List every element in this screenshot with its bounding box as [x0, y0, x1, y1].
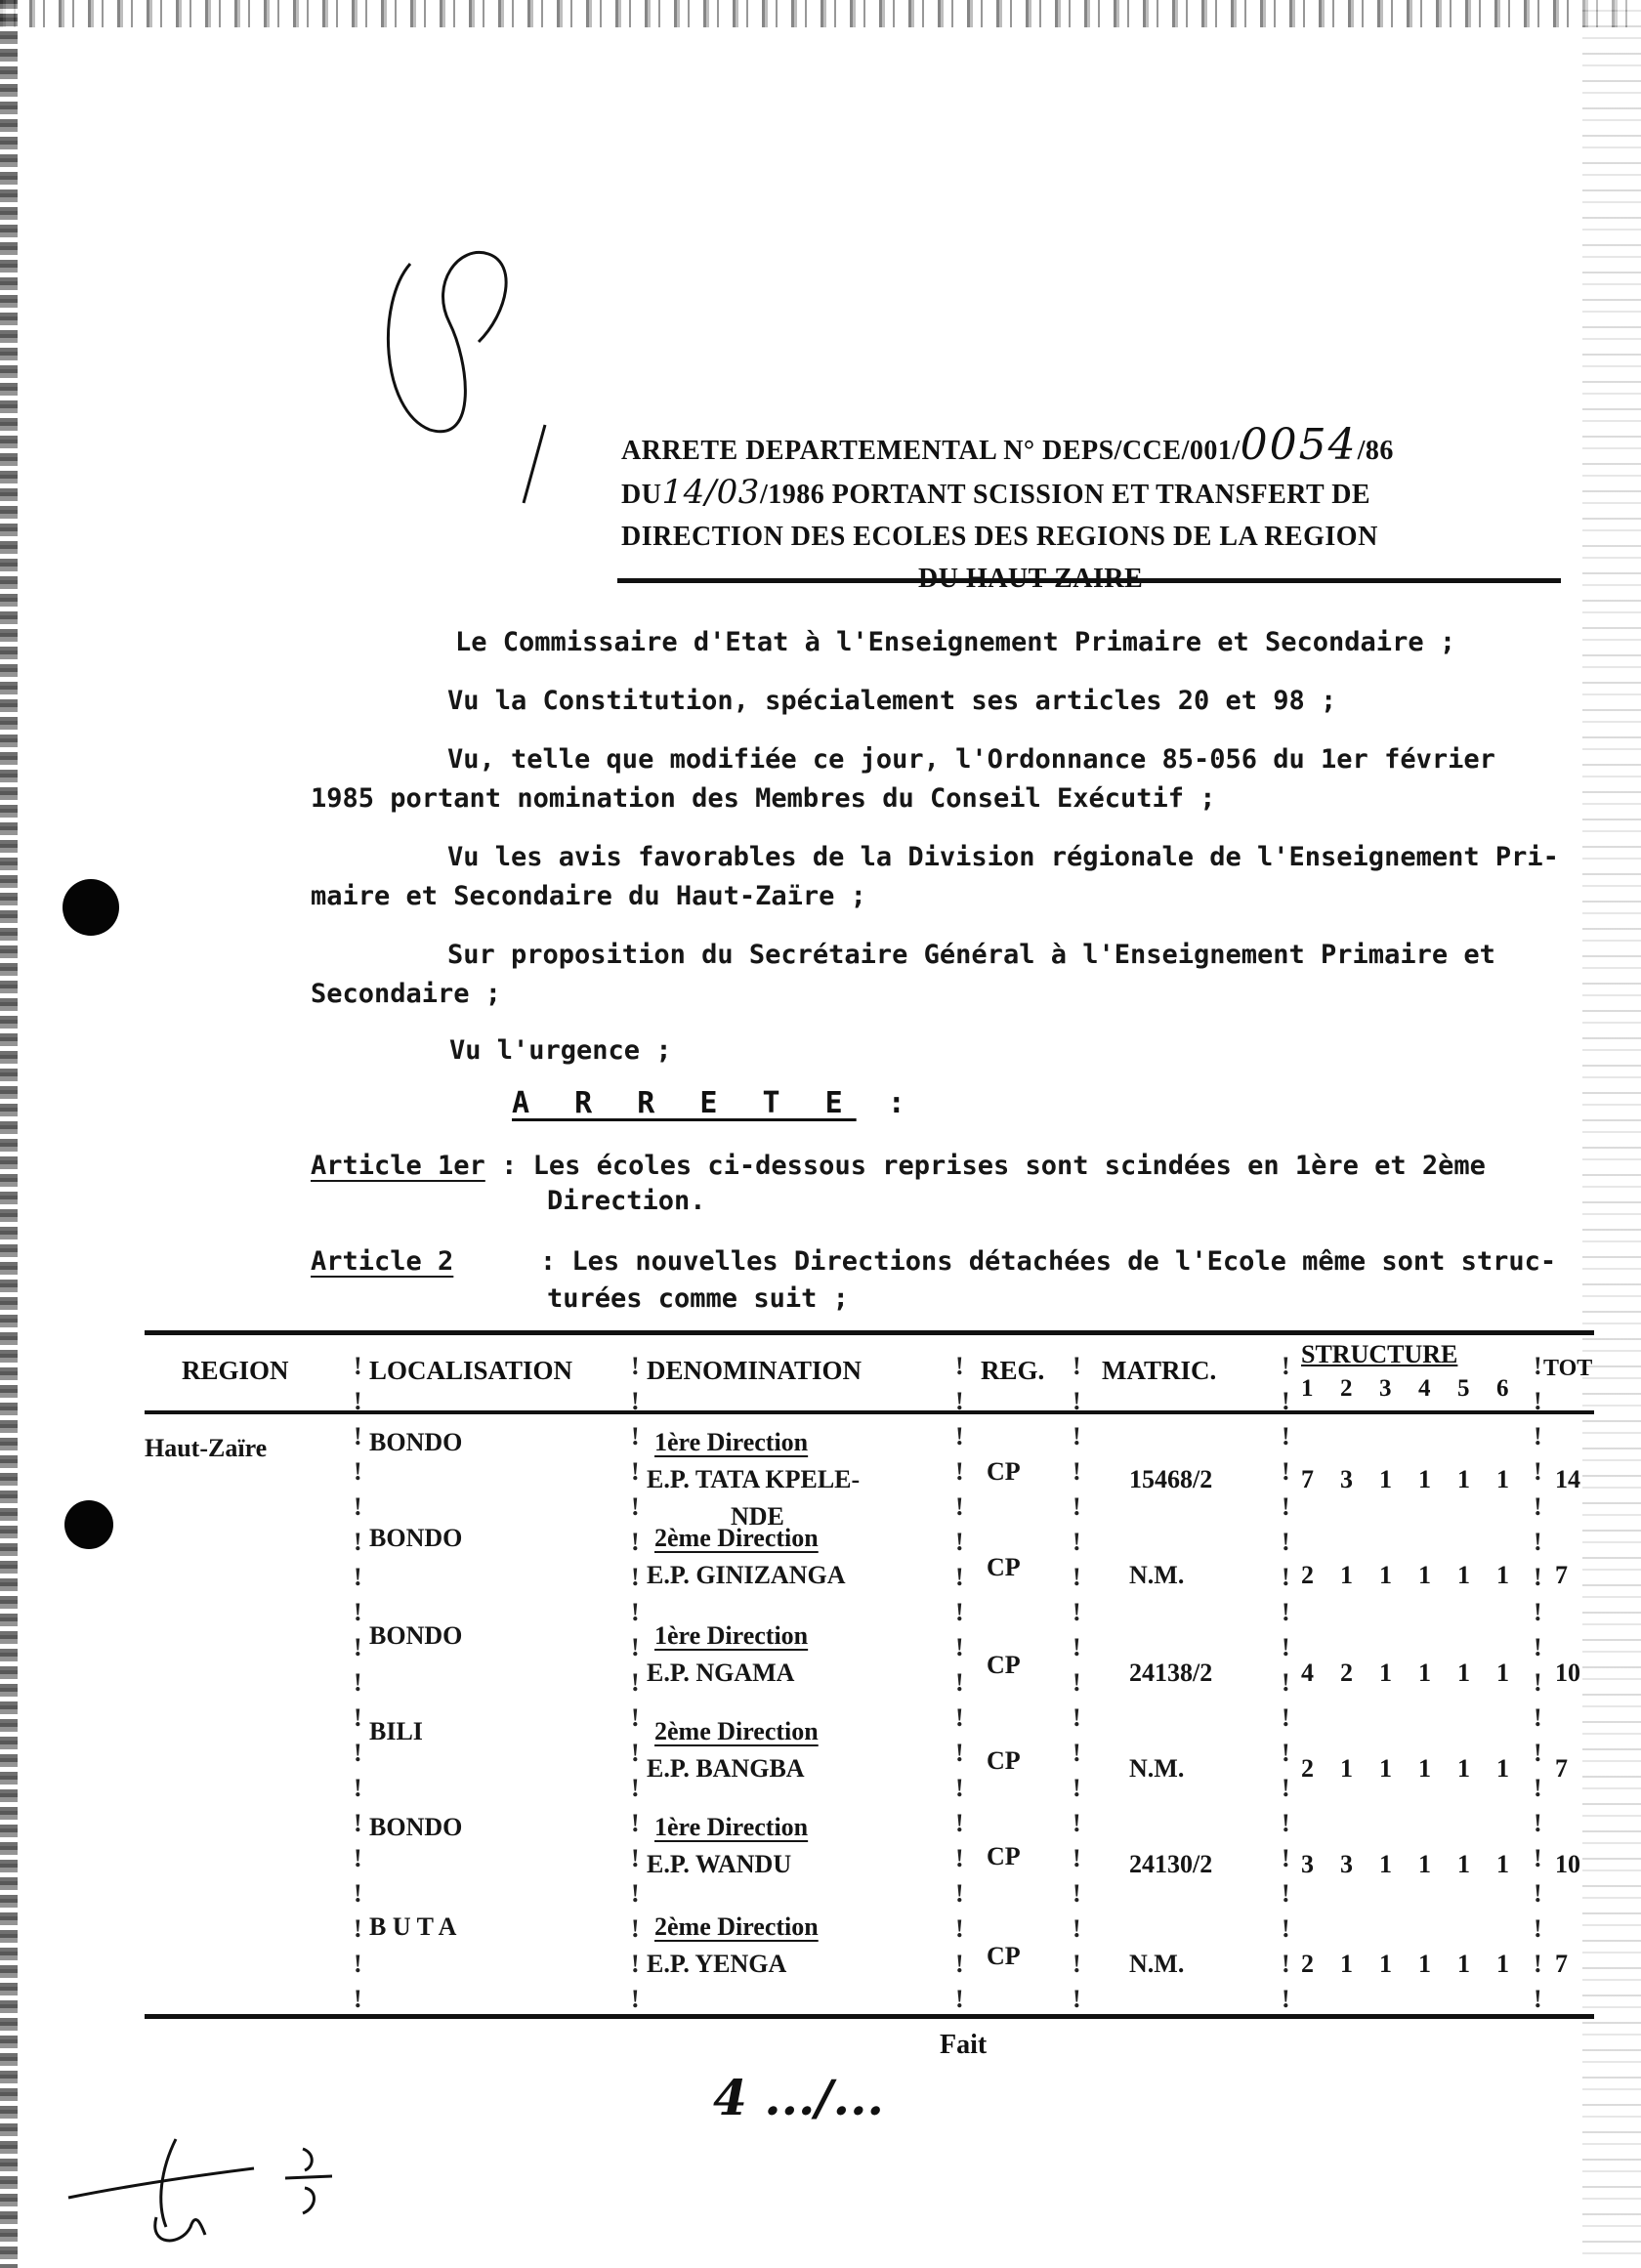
structure-value: 1: [1496, 1465, 1509, 1493]
decree-number-handwritten: 0054: [1240, 420, 1358, 470]
direction-label: 1ère Direction: [654, 1428, 809, 1456]
table-top-rule: [145, 1330, 1594, 1335]
direction-label: 2ème Direction: [654, 1912, 819, 1941]
decree-title-text: /1986 PORTANT SCISSION ET TRANSFERT DE: [759, 480, 1371, 510]
column-separator-mark: !: [1534, 1457, 1542, 1486]
decree-number-prefix: ARRETE DEPARTEMENTAL N° DEPS/CCE/001/: [621, 436, 1241, 466]
scan-border-right: [1582, 0, 1641, 2268]
matric-cell: 24130/2: [1129, 1850, 1213, 1878]
structure-value: 1: [1379, 1659, 1392, 1687]
column-separator-mark: !: [1282, 1879, 1290, 1908]
column-separator-mark: !: [1282, 1844, 1290, 1872]
structure-value: 1: [1418, 1850, 1431, 1878]
preamble-commissaire: Le Commissaire d'Etat à l'Enseignement Primaire et Secondaire ;: [455, 627, 1456, 657]
school-name: E.P. NGAMA: [647, 1659, 795, 1687]
article-2: [311, 1240, 1556, 1283]
decree-date-handwritten: 14/03: [661, 473, 760, 512]
structure-value: 1: [1418, 1465, 1431, 1493]
column-separator-mark: !: [631, 1387, 640, 1415]
column-separator-mark: !: [631, 1985, 640, 2013]
structure-value: 1: [1379, 1561, 1392, 1589]
direction-label: 1ère Direction: [654, 1813, 809, 1841]
column-separator-mark: !: [955, 1739, 964, 1767]
column-separator-mark: !: [1282, 1914, 1290, 1943]
handwritten-initials-mark: [59, 2120, 352, 2256]
structure-value: 1: [1340, 1754, 1353, 1783]
column-separator-mark: !: [1282, 1387, 1290, 1415]
column-separator-mark: !: [955, 1774, 964, 1802]
punch-hole-top: [63, 879, 119, 936]
column-separator-mark: !: [354, 1387, 362, 1415]
column-separator-mark: !: [631, 1598, 640, 1626]
punch-hole-bottom: [64, 1500, 113, 1549]
structure-col-2: 2: [1340, 1375, 1353, 1402]
article-2-text: : Les nouvelles Directions détachées de l'Ecole même sont struc-: [539, 1246, 1557, 1277]
localisation-cell: BONDO: [369, 1524, 463, 1552]
structure-value: 1: [1418, 1659, 1431, 1687]
column-separator-mark: !: [631, 1633, 640, 1661]
column-separator-mark: !: [1534, 1352, 1542, 1380]
column-separator-mark: !: [1534, 1739, 1542, 1767]
structure-value: 2: [1301, 1561, 1314, 1589]
column-separator-mark: !: [1282, 1703, 1290, 1732]
structure-value: 1: [1457, 1659, 1470, 1687]
column-separator-mark: !: [354, 1457, 362, 1486]
school-name: E.P. TATA KPELE-: [647, 1465, 861, 1493]
title-line-3: DIRECTION DES ECOLES DES REGIONS DE LA REGION: [621, 522, 1378, 552]
preamble-avis-line1: Vu les avis favorables de la Division régionale de l'Enseignement Pri-: [447, 842, 1559, 872]
total-cell: 7: [1555, 1754, 1568, 1783]
column-separator-mark: !: [955, 1844, 964, 1872]
column-separator-mark: !: [955, 1668, 964, 1697]
column-separator-mark: !: [354, 1492, 362, 1521]
column-separator-mark: !: [631, 1668, 640, 1697]
column-separator-mark: !: [1282, 1633, 1290, 1661]
column-separator-mark: !: [354, 1563, 362, 1591]
structure-value: 1: [1496, 1950, 1509, 1978]
column-separator-mark: !: [1073, 1703, 1081, 1732]
column-separator-mark: !: [1534, 1774, 1542, 1802]
localisation-cell: BONDO: [369, 1813, 463, 1841]
column-separator-mark: !: [1073, 1563, 1081, 1591]
school-name: E.P. WANDU: [647, 1850, 792, 1878]
matric-cell: N.M.: [1129, 1561, 1185, 1589]
column-separator-mark: !: [1073, 1879, 1081, 1908]
school-name: E.P. BANGBA: [647, 1754, 805, 1783]
preamble-proposition-line1: Sur proposition du Secrétaire Général à l'Enseignement Primaire et: [447, 940, 1495, 970]
structure-value: 1: [1379, 1754, 1392, 1783]
structure-value: 1: [1418, 1561, 1431, 1589]
column-separator-mark: !: [631, 1352, 640, 1380]
localisation-cell: BONDO: [369, 1428, 463, 1456]
column-separator-mark: !: [1534, 1950, 1542, 1978]
column-separator-mark: !: [1534, 1563, 1542, 1591]
column-separator-mark: !: [631, 1844, 640, 1872]
school-name-cont: NDE: [731, 1502, 784, 1531]
column-separator-mark: !: [1282, 1985, 1290, 2013]
school-name: E.P. YENGA: [647, 1950, 787, 1978]
column-separator-mark: !: [1073, 1844, 1081, 1872]
structure-col-6: 6: [1496, 1375, 1509, 1402]
handwritten-loop-mark: [371, 234, 527, 459]
article-1-text: : Les écoles ci-dessous reprises sont scindées en 1ère et 2ème: [501, 1151, 1486, 1181]
column-separator-mark: !: [1073, 1387, 1081, 1415]
column-separator-mark: !: [1282, 1457, 1290, 1486]
column-separator-mark: !: [1073, 1774, 1081, 1802]
column-separator-mark: !: [955, 1528, 964, 1556]
column-separator-mark: !: [955, 1809, 964, 1837]
preamble-constitution: Vu la Constitution, spécialement ses articles 20 et 98 ;: [447, 686, 1337, 716]
matric-cell: 15468/2: [1129, 1465, 1213, 1493]
handwritten-slash-mark: [516, 420, 555, 508]
structure-value: 1: [1457, 1561, 1470, 1589]
article-2-text-cont: turées comme suit ;: [547, 1283, 849, 1314]
structure-value: 1: [1457, 1850, 1470, 1878]
column-separator-mark: !: [354, 1668, 362, 1697]
structure-value: 1: [1379, 1465, 1392, 1493]
preamble-proposition-line2: Secondaire ;: [311, 979, 502, 1009]
scan-border-top: [0, 0, 1641, 27]
article-1: [311, 1145, 1486, 1188]
column-separator-mark: !: [1534, 1633, 1542, 1661]
column-separator-mark: !: [1534, 1985, 1542, 2013]
column-separator-mark: !: [1073, 1809, 1081, 1837]
localisation-cell: B U T A: [369, 1912, 457, 1941]
article-1-label: Article 1er: [311, 1151, 485, 1181]
column-separator-mark: !: [1073, 1352, 1081, 1380]
column-separator-mark: !: [354, 1352, 362, 1380]
structure-value: 1: [1496, 1561, 1509, 1589]
structure-col-4: 4: [1418, 1375, 1431, 1402]
structure-value: 3: [1301, 1850, 1314, 1878]
column-separator-mark: !: [1073, 1950, 1081, 1978]
structure-col-3: 3: [1379, 1375, 1392, 1402]
column-separator-mark: !: [1073, 1633, 1081, 1661]
structure-value: 1: [1379, 1850, 1392, 1878]
column-separator-mark: !: [1073, 1422, 1081, 1450]
column-separator-mark: !: [354, 1774, 362, 1802]
reg-cell: CP: [987, 1942, 1021, 1970]
arrete-heading: [512, 1086, 919, 1120]
column-separator-mark: !: [1534, 1703, 1542, 1732]
preamble-urgence: Vu l'urgence ;: [449, 1035, 672, 1066]
column-separator-mark: !: [955, 1387, 964, 1415]
total-cell: 10: [1555, 1850, 1580, 1878]
total-cell: 7: [1555, 1561, 1568, 1589]
column-header-structure: STRUCTURE: [1301, 1340, 1458, 1368]
column-separator-mark: !: [1282, 1598, 1290, 1626]
column-separator-mark: !: [631, 1950, 640, 1978]
column-separator-mark: !: [1534, 1422, 1542, 1450]
column-separator-mark: !: [955, 1352, 964, 1380]
column-separator-mark: !: [1534, 1879, 1542, 1908]
column-separator-mark: !: [631, 1703, 640, 1732]
column-separator-mark: !: [1534, 1387, 1542, 1415]
column-separator-mark: !: [1534, 1809, 1542, 1837]
column-separator-mark: !: [631, 1774, 640, 1802]
structure-value: 1: [1496, 1850, 1509, 1878]
table-bottom-rule: [145, 2014, 1594, 2019]
total-cell: 7: [1555, 1950, 1568, 1978]
column-separator-mark: !: [354, 1914, 362, 1943]
reg-cell: CP: [987, 1553, 1021, 1581]
structure-value: 2: [1340, 1659, 1353, 1687]
column-separator-mark: !: [1534, 1492, 1542, 1521]
column-header-region: REGION: [182, 1356, 289, 1385]
column-header-localisation: LOCALISATION: [369, 1356, 573, 1385]
column-separator-mark: !: [631, 1914, 640, 1943]
column-separator-mark: !: [1534, 1844, 1542, 1872]
column-separator-mark: !: [1073, 1457, 1081, 1486]
matric-cell: N.M.: [1129, 1950, 1185, 1978]
column-separator-mark: !: [955, 1598, 964, 1626]
column-separator-mark: !: [354, 1950, 362, 1978]
column-separator-mark: !: [354, 1985, 362, 2013]
structure-value: 1: [1340, 1950, 1353, 1978]
column-separator-mark: !: [1073, 1914, 1081, 1943]
total-cell: 14: [1555, 1465, 1580, 1493]
structure-value: 2: [1301, 1950, 1314, 1978]
column-separator-mark: !: [1282, 1422, 1290, 1450]
column-separator-mark: !: [1534, 1668, 1542, 1697]
decree-title: [621, 420, 1559, 600]
structure-value: 1: [1418, 1754, 1431, 1783]
column-separator-mark: !: [631, 1422, 640, 1450]
structure-col-1: 1: [1301, 1375, 1314, 1402]
reg-cell: CP: [987, 1842, 1021, 1870]
matric-cell: N.M.: [1129, 1754, 1185, 1783]
column-header-total: TOT: [1543, 1356, 1593, 1381]
preamble-ordonnance-line1: Vu, telle que modifiée ce jour, l'Ordonnance 85-056 du 1er février: [447, 744, 1495, 775]
column-separator-mark: !: [955, 1703, 964, 1732]
column-separator-mark: !: [955, 1879, 964, 1908]
column-separator-mark: !: [955, 1457, 964, 1486]
page-continuation-marker: 4 .../...: [713, 2069, 884, 2126]
direction-label: 2ème Direction: [654, 1524, 819, 1552]
column-separator-mark: !: [1073, 1492, 1081, 1521]
title-underline: [617, 578, 1561, 583]
column-separator-mark: !: [631, 1739, 640, 1767]
column-separator-mark: !: [354, 1879, 362, 1908]
column-separator-mark: !: [354, 1844, 362, 1872]
total-cell: 10: [1555, 1659, 1580, 1687]
column-separator-mark: !: [1073, 1739, 1081, 1767]
column-separator-mark: !: [1282, 1668, 1290, 1697]
column-separator-mark: !: [631, 1563, 640, 1591]
scan-border-left: [0, 0, 18, 2268]
structure-value: 4: [1301, 1659, 1314, 1687]
structure-value: 1: [1496, 1754, 1509, 1783]
column-header-reg: REG.: [981, 1356, 1045, 1385]
column-separator-mark: !: [354, 1739, 362, 1767]
structure-value: 1: [1457, 1950, 1470, 1978]
column-separator-mark: !: [1073, 1668, 1081, 1697]
reg-cell: CP: [987, 1457, 1021, 1486]
column-separator-mark: !: [1282, 1809, 1290, 1837]
decree-date-prefix: DU: [621, 480, 662, 510]
structure-value: 1: [1340, 1561, 1353, 1589]
title-line-1: [621, 420, 1559, 472]
structure-col-5: 5: [1457, 1375, 1470, 1402]
structure-value: 1: [1379, 1950, 1392, 1978]
column-separator-mark: !: [1534, 1598, 1542, 1626]
column-separator-mark: !: [631, 1528, 640, 1556]
column-separator-mark: !: [1534, 1914, 1542, 1943]
column-separator-mark: !: [955, 1950, 964, 1978]
column-separator-mark: !: [1534, 1528, 1542, 1556]
column-separator-mark: !: [354, 1633, 362, 1661]
arrete-colon: :: [887, 1086, 919, 1120]
column-separator-mark: !: [955, 1422, 964, 1450]
structure-value: 7: [1301, 1465, 1314, 1493]
column-separator-mark: !: [354, 1422, 362, 1450]
localisation-cell: BONDO: [369, 1621, 463, 1650]
column-separator-mark: !: [354, 1528, 362, 1556]
column-separator-mark: !: [955, 1563, 964, 1591]
column-separator-mark: !: [1282, 1563, 1290, 1591]
column-separator-mark: !: [354, 1809, 362, 1837]
region-cell: Haut-Zaïre: [145, 1434, 268, 1462]
continuation-word: Fait: [940, 2030, 988, 2060]
preamble-ordonnance-line2: 1985 portant nomination des Membres du Conseil Exécutif ;: [311, 783, 1216, 814]
preamble-avis-line2: maire et Secondaire du Haut-Zaïre ;: [311, 881, 866, 911]
column-separator-mark: !: [1282, 1739, 1290, 1767]
arrete-word: A R R E T E: [512, 1086, 857, 1120]
structure-value: 3: [1340, 1465, 1353, 1493]
column-separator-mark: !: [1282, 1492, 1290, 1521]
column-header-matric: MATRIC.: [1102, 1356, 1217, 1385]
column-separator-mark: !: [631, 1457, 640, 1486]
decree-number-suffix: /86: [1357, 436, 1394, 466]
column-separator-mark: !: [955, 1492, 964, 1521]
direction-label: 2ème Direction: [654, 1717, 819, 1745]
title-line-2: [621, 472, 1559, 516]
localisation-cell: BILI: [369, 1717, 423, 1745]
structure-value: 1: [1496, 1659, 1509, 1687]
column-separator-mark: !: [631, 1492, 640, 1521]
column-separator-mark: !: [354, 1703, 362, 1732]
structure-value: 3: [1340, 1850, 1353, 1878]
school-name: E.P. GINIZANGA: [647, 1561, 846, 1589]
column-separator-mark: !: [1073, 1598, 1081, 1626]
column-separator-mark: !: [1073, 1528, 1081, 1556]
matric-cell: 24138/2: [1129, 1659, 1213, 1687]
structure-value: 1: [1418, 1950, 1431, 1978]
column-separator-mark: !: [955, 1985, 964, 2013]
column-separator-mark: !: [1282, 1774, 1290, 1802]
column-separator-mark: !: [955, 1633, 964, 1661]
column-separator-mark: !: [354, 1598, 362, 1626]
column-separator-mark: !: [1282, 1528, 1290, 1556]
column-separator-mark: !: [1073, 1985, 1081, 2013]
article-2-label: Article 2: [311, 1246, 454, 1277]
reg-cell: CP: [987, 1651, 1021, 1679]
column-separator-mark: !: [955, 1914, 964, 1943]
structure-value: 1: [1457, 1465, 1470, 1493]
reg-cell: CP: [987, 1746, 1021, 1775]
column-separator-mark: !: [1282, 1950, 1290, 1978]
column-header-denomination: DENOMINATION: [647, 1356, 863, 1385]
column-separator-mark: !: [631, 1879, 640, 1908]
article-1-text-cont: Direction.: [547, 1186, 706, 1216]
column-separator-mark: !: [631, 1809, 640, 1837]
structure-value: 1: [1457, 1754, 1470, 1783]
direction-label: 1ère Direction: [654, 1621, 809, 1650]
structure-value: 2: [1301, 1754, 1314, 1783]
column-separator-mark: !: [1282, 1352, 1290, 1380]
